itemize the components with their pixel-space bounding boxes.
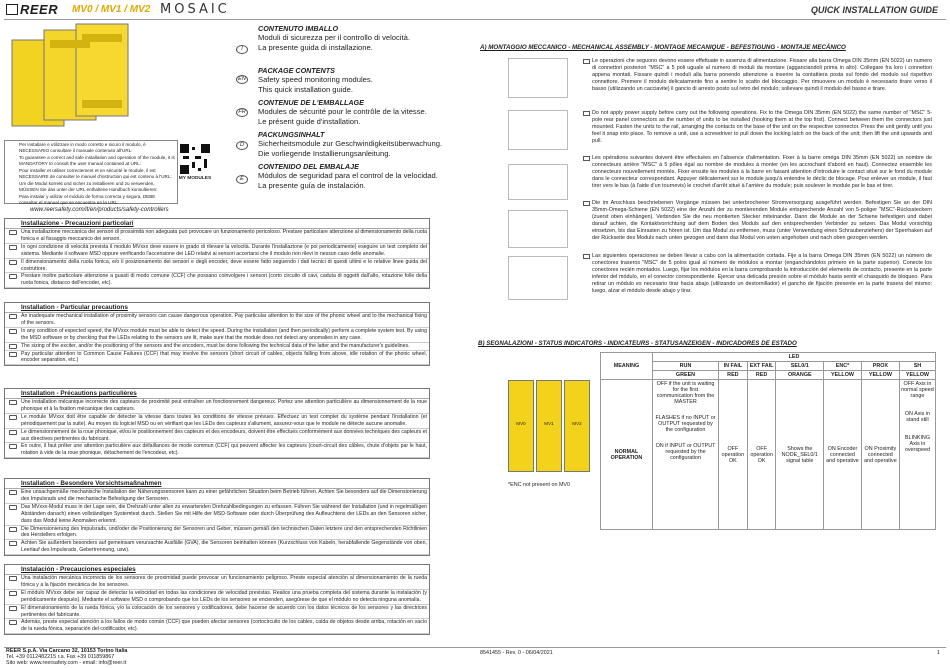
page-title: QUICK INSTALLATION GUIDE (810, 5, 938, 15)
warning-icon (9, 444, 17, 449)
package-it: CONTENUTO IMBALLO Moduli di sicurezza per il controllo di velocità. La presente guida di installazione. (258, 24, 410, 52)
footer-company: REER S.p.A. Via Carcano 32, 10153 Torino Italia (6, 648, 128, 654)
illustration-remove (508, 256, 568, 300)
section-it: Installazione - Precauzioni particolari Una installazione meccanica dei sensori di prossimità non adeguata può provocare un funzionamento pericoloso. Prestare particolare attenzione al dimensionamento della ruota fonica e al fissaggio meccanico dei sensori. In ogni condizione di velocità prevista il modulo MVxxx deve essere in grado di rilevare la velocità. Durante l'installazione (e poi periodicamente) eseguire un test completo del sistema. Mediante il software MSD oppure verificando l'accensione dei LED relativi ai sensori accertarsi che il modulo non rilevi in nessun caso delle anomalie. Il dimensionamento della ruota fonica, e/o il posizionamento dei sensori e degli encoder, deve essere fatto seguendo i dati tecnici di questi ultimi e le relative linee guida del costruttore. Prestare inoltre particolare attenzione a guasti di modo comune (CCF) che possano coinvolgere i sensori (corto circuito di cavi, caduta di oggetti dall'alto, rotazione folle della ruota fonica, distacco dell'encoder, etc). (4, 218, 430, 289)
warning-icon (583, 59, 590, 64)
warning-icon (583, 201, 590, 206)
warning-icon (9, 274, 17, 279)
warning-icon (9, 505, 17, 510)
warning-icon (583, 111, 590, 116)
product-image (8, 22, 240, 136)
device-mv1: MV1 (536, 380, 562, 472)
warning-icon (9, 400, 17, 405)
warning-icon (9, 245, 17, 250)
warning-icon (9, 329, 17, 334)
section-es: Instalación - Precauciones especiales Una instalación mecánica incorrecta de los sensores de proximidad puede provocar un funcionamiento peligroso. Preste especial atención al dimensionamiento de la rueda fónica y a la fijación mecánica de los sensores. El módulo MVxxx debe ser capaz de detectar la velocidad en todas las condiciones de velocidad previstas. Realice una prueba completa del sistema durante la instalación (y periódicamente después). Mediante el software MSD o comprobando que los LEDs de los sensores se encienden, asegúrese de que el módulo no detecta ninguna anomalía. El dimensionamiento de la rueda fónica, y/o la colocación de los sensores y codificadores, debe hacerse de acuerdo con los datos técnicos de los sensores y las directrices pertinentes del fabricante. Además, preste especial atención a los fallos de modo común (CCF) que pueden afectar sensores (cortocircuito de los cables, caída de objetos desde arriba, rotación en vacío de la rueda fónica, separación del codificador, etc). (4, 564, 430, 635)
illustration-rail (508, 58, 568, 98)
mount-en: Do not apply power supply before carry out the following operations. Fix to the Omega DIN 35mm (EN 5022) the same number of "MSC" 5-pole rear panel connectors as the number of units to be installed (hooking them at the top first). Connect between them the connectors just mounted. Fasten the units to the rail, arranging the contacts on the base of the unit on the respective connector. Press the unit gently until you feel it snap into place. To remove a unit, use a screwdriver to pull down the locking latch on the back of the unit; then lift the unit upwards and pull. (592, 110, 932, 145)
warning-icon (9, 620, 17, 625)
warning-icon (9, 352, 17, 357)
led-table: MEANING LED RUN IN FAIL EXT FAIL SEL0/1 ENC* PROX SH GREEN RED RED ORANGE YELLOW YELLOW YELLOW NORMAL OPERATION OFF if the unit is waiting for the first communication from the MASTER FLASHES if no INPUT or OUTPUT requested by the configuration ON if INPUT or OUTPUT requested by the configuration OFF operation OK OFF operation OK Shows the NODE_SEL0/1 signal table ON Encoder connected and operative ON Proximity connected and operative OFF Axis in normal speed range ON Axis in stand still BLINKING Axis in overspeed (600, 352, 936, 530)
warning-icon (9, 430, 17, 435)
package-fr: CONTENUE DE L'EMBALLAGE Modules de sécurité pour le contrôle de la vitesse. Le présent guide d'installation. (258, 98, 427, 126)
warning-icon (9, 314, 17, 319)
package-en: PACKAGE CONTENTS Safety speed monitoring modules. This quick installation guide. (258, 66, 373, 94)
page-number: 1 (937, 650, 940, 656)
device-mv2: MV2 (564, 380, 590, 472)
flag-de-icon: D (236, 141, 248, 150)
manual-url[interactable]: www.reersafety.com/it/en/products/safety-controllers (30, 207, 169, 213)
warning-icon (583, 156, 590, 161)
warning-icon (9, 591, 17, 596)
flag-fr-icon: FR (236, 108, 248, 117)
warning-icon (583, 254, 590, 259)
footer-divider (4, 647, 946, 648)
mount-title: A) MONTAGGIO MECCANICO - MECHANICAL ASSEMBLY - MONTAGE MECANIQUE - BEFESTIGUNG - MONTAJE MECÁNICO (480, 44, 846, 51)
manual-notice: Per installare e utilizzare in modo corretto e sicuro il modulo, è NECESSARIO consultare il manuale contenuto all'URL: To guarantee a correct and safe installation and operation of the module, it is MANDATORY to consult the user manual contained at URL: Pour installer et utiliser correctement et en sécurité le module, il est NECESSAIRE de consulter le manuel d'instruction qui est contenu à l'URL: Um die Modul korrekt und sicher zu installieren und zu verwenden, MÜSSEN Sie das unter der URL enthaltene Handbuch konsultieren: Para instalar y utilizar el módulo de forma correcta y segura, DEBE consultar el manual que se encuentra en la URL: (4, 140, 178, 204)
mount-es: Las siguientes operaciones se deben llevar a cabo con la alimentación cortada. Fije a la barra Omega DIN 35mm (EN 5022) un número de conectores traseros "MSC" de 5 polos igual al número de módulos a montar (enganchándolos primero en la parte superior). Conecte los conectores recién montados. Luego, fijar los módulos en la barra comprobando la introducción del elemento de contacto, presente en la parte inferior del módulo, en el conector correspondiente. Ejercer una delicada presión sobre el módulo hasta sentir el chasquido de bloqueo. Para retirar un módulo es necesario tirar hacia abajo (utilizando un destornillador) el gancho de fijación presente en la parte trasera del mismo; luego, alzar el módulo desde abajo y tirar. (592, 253, 932, 295)
section-de: Installation - Besondere Vorsichtsmaßnahmen Eine unsachgemäße mechanische Installation der Näherungssensoren kann zu einer gefährlichen Situation beim Betrieb führen. Achten Sie besonders auf die Dimensionierung des Impulsrads und die mechanische Befestigung der Sensoren. Das MVxxx-Modul muss in der Lage sein, die Drehzahl unter allen zu erwartenden Drehzahlbedingungen zu erfassen. Führen Sie während der Installation (und in regelmäßigen Abständen danach) einen vollständigen Systemtest durch. Stellen Sie mit Hilfe der MSD-Software oder durch Überprüfung des Aufleuchtens der LEDs an den Sensoren sicher, dass das Modul keine Anomalien erkennt. Die Dimensionierung des Impulsrads, und/oder die Positionierung der Sensoren und Geber, müssen gemäß den technischen Daten letztere und den entsprechenden Richtlinien des Herstellers erfolgen. Achten Sie außerdem besonders auf gemeinsam verursachte Ausfälle (GVA), die Sensoren beinhalten können (Kurzschluss von Kabeln, herabfallende Gegenstände von oben, Leerlauf des Impulsrads, Gebertrennung, usw). (4, 478, 430, 556)
illustration-connector (508, 110, 568, 150)
warning-icon (9, 344, 17, 349)
warning-icon (9, 527, 17, 532)
doc-code: 8541455 - Rev. 0 - 06/04/2021 (480, 650, 553, 656)
footer-phone: Tel. +39 0112482215 r.a. Fax +39 011859867 (6, 654, 115, 660)
qr-label: MY MODULES (178, 176, 212, 181)
warning-icon (9, 230, 17, 235)
reer-logo: REER (20, 2, 59, 17)
section-en: Installation - Particular precautions An inadequate mechanical installation of proximity sensors can cause dangerous operation. Pay particular attention to the size of the phonic wheel and to the mechanical fixing of the sensors. In any condition of expected speed, the MVxxx module must be able to detect the speed. During the installation (and then periodically) perform a complete system test. By using the MSD software or by checking that the LEDs relating to the sensors are lit, make sure that the module does not detect any anomalies in any case. The sizing of the exciter, and/or the positioning of the sensors and the encoders, must be done following the technical data of the latter and the manufacturer's guidelines. Pay particular attention to Common Cause Failures (CCF) that may involve the sensors (short circuit of cables, objects falling from above, idle rotation of the phonic wheel, encoder separation, etc.) (4, 302, 430, 366)
status-title: B) SEGNALAZIONI - STATUS INDICATORS - INDICATEURS - STATUSANZEIGEN - INDICADORES DE ESTADO (478, 340, 797, 347)
enc-note: *ENC not present on MV0 (508, 482, 571, 488)
illustration-insert (508, 210, 568, 248)
package-es: CONTENIDO DEL EMBALAJE Módulos de seguridad para el control de la velocidad. La presente guía de instalación. (258, 162, 438, 190)
footer-site: Sito web: www.reersafety.com - email: info@reer.it (6, 660, 127, 666)
warning-icon (9, 541, 17, 546)
flag-it-icon: I (236, 45, 248, 54)
header-divider (4, 19, 946, 20)
mosaic-brand: MOSAIC (160, 2, 230, 17)
qr-code-icon (180, 144, 210, 174)
illustration-module (508, 164, 568, 200)
reer-logo-icon (6, 4, 18, 15)
warning-icon (9, 260, 17, 265)
warning-icon (9, 490, 17, 495)
flag-en-icon: EN (236, 75, 248, 84)
flag-es-icon: E (236, 175, 248, 184)
warning-icon (9, 415, 17, 420)
device-mv0: MV0 (508, 380, 534, 472)
mount-de: Die im Anschluss beschriebenen Vorgänge müssen bei unterbrochener Stromversorgung ausgeführt werden. Befestigen Sie an der DIN 35mm-Omega-Schiene (EN 5022) eine der Anzahl der zu montierenden Module entsprechende Anzahl von 5-poliger "MSC"-Rückssteckern (zuerst oben einhängen). Verbinden Sie die neu montierten Stecker miteinander. Dann die Module an der Schiene befestigen und dabei darauf achten, die Kontaktvorrichtung auf dem Boden des Moduls auf den entsprechenden Verbinder zu setzen. Das Modul vorsichtig einsetzen, bis das Einrasten zu hören ist. Um das Modul zu entfernen, muss (unter Verwendung eines Schraubenziehers) der Sperrhaken auf der Rückseite des Moduls nach unten gezogen und dann das Modul von unten angehoben und nach oben gezogen werden. (592, 200, 932, 242)
mount-fr: Les opérations suivantes doivent être effectuées en l'absence d'alimentation. Fixer à la barre oméga DIN 35mm (EN 5022) un nombre de connecteurs arrière "MSC" à 5 pôles égal au nombre de modules à monter (en les accrochant d'abord en haut). Connectez ensemble les connecteurs nouvellement montés. Fixer ensuite les modules à la barre en faisant attention d'introduire le contact situé sur le fond du module dans le connecteur correspondant. Appuyer délicatement sur le module jusqu'à entendre le déclic de blocage. Pour enlever un module, il faut tirer vers le bas (à l'aide d'un tournevis) le crochet d'arrêt situé à l'arrière du module; puis soulever le module par le bas et tirer. (592, 155, 932, 190)
package-de: PACKUNGSINHALT Sicherheitsmodule zur Geschwindigkeitsüberwachung. Die vorliegende Installierungsanleitung. (258, 130, 443, 158)
warning-icon (9, 606, 17, 611)
mount-it: Le operazioni che seguono devono essere effettuate in assenza di alimentazione. Fissare alla barra Omega DIN 35mm (EN 5022) un numero di connettori posteriori "MSC" a 5 poli uguale al numero di moduli da montare (agganciandoli prima in alto). Collegare fra loro i connettori appena montati. Fissare quindi i moduli alla barra ponendo attenzione a inserire la contattiera posta sul fondo del modulo sul rispettivo connettore. Premere il modulo delicatamente fino a sentire lo scatto del bloccaggio. Per rimuovere un modulo è necessario tirare verso il basso (utilizzando un cacciavite) il gancio di arresto posto sul retro del modulo; sollevare quindi il modulo del basso e tirare. (592, 58, 932, 93)
section-fr: Installation - Précautions particulières Une installation mécanique incorrecte des capteurs de proximité peut entraîner un fonctionnement dangereux. Portez une attention particulière au dimensionnement de la roue phonique et à la fixation mécanique des capteurs. Le module MVxxx doit être capable de détecter la vitesse dans toutes les conditions de vitesse prévues. Effectuez un test complet du système pendant l'installation (et périodiquement par la suite). Au moyen du logiciel MSD ou en vérifiant que les LEDs des capteurs s'allument, assurez-vous que le module ne détecte aucune anomalie. Le dimensionnement de la roue phonique, et/ou le positionnement des capteurs et des encodeurs, doivent être effectués conformément aux données techniques des capteurs et aux directives pertinentes du fabricant. En outre, il faut prêter une attention particulière aux défaillances de mode commun (CCF) qui peuvent affecter les capteurs (court-circuit des câbles, chute d'objets par le haut, rotation à vide de la roue phonique, détachement de l'encodeur, etc). (4, 388, 430, 459)
model-names: MV0 / MV1 / MV2 (72, 4, 151, 15)
warning-icon (9, 576, 17, 581)
